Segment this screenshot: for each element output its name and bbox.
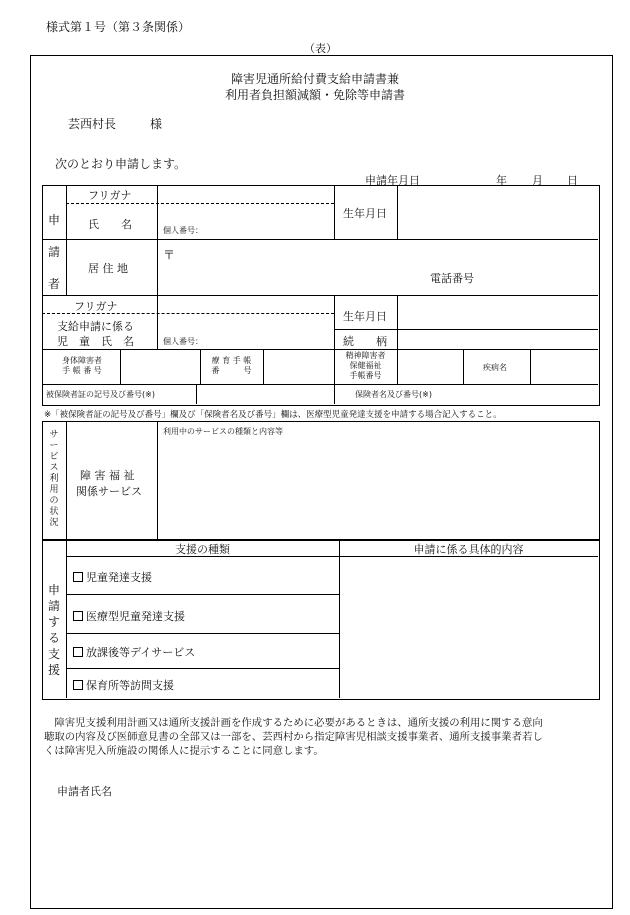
option-medical-child-development[interactable]: 医療型児童発達支援 bbox=[73, 608, 185, 624]
col-divider bbox=[339, 539, 340, 698]
application-date-label: 申請年月日 bbox=[365, 174, 420, 187]
insurance-card-label: 被保険者証の記号及び番号(※) bbox=[46, 390, 155, 399]
date-month-label: 月 bbox=[532, 174, 543, 187]
child-label-line1: 支給申請に係る bbox=[57, 320, 134, 333]
support-detail-header: 申請に係る具体的内容 bbox=[413, 543, 524, 556]
col-divider bbox=[66, 539, 67, 698]
applicant-address-label: 居 住 地 bbox=[88, 262, 128, 275]
col-divider bbox=[334, 185, 335, 239]
row-divider bbox=[42, 239, 598, 240]
service-content-header: 利用中のサービスの種類と内容等 bbox=[163, 427, 283, 436]
col-divider bbox=[157, 421, 158, 539]
form-title-line1: 障害児通所給付費支給申請書兼 bbox=[230, 72, 399, 86]
consent-line2: 聴取の内容及び医師意見書の全部又は一部を、芸西村から指定障害児相談支援事業者、通所支援事業者若し bbox=[44, 731, 543, 743]
service-category-line1: 障 害 福 祉 bbox=[80, 469, 135, 482]
date-year-label: 年 bbox=[496, 174, 507, 187]
support-type-header: 支援の種類 bbox=[175, 543, 230, 556]
child-relationship-label: 続 柄 bbox=[343, 335, 387, 348]
honorific: 様 bbox=[150, 117, 163, 131]
date-day-label: 日 bbox=[567, 174, 578, 187]
row-divider bbox=[66, 668, 339, 669]
row-divider bbox=[334, 329, 598, 330]
form-title-line2: 利用者負担額減額・免除等申請書 bbox=[224, 88, 405, 102]
intro-text: 次のとおり申請します。 bbox=[55, 157, 187, 171]
consent-line1: 障害児支援利用計画又は通所支援計画を作成するために必要があるときは、通所支援の利用に関する意向 bbox=[44, 717, 543, 729]
insurance-note: ※「被保険者証の記号及び番号」欄及び「保険者名及び番号」欄は、医療型児童発達支援を申請する場合記入すること。 bbox=[44, 410, 502, 420]
support-section-label: 申 請 す る 支 援 bbox=[47, 583, 60, 677]
row-divider bbox=[42, 349, 598, 350]
consent-line3: くは障害児入所施設の関係人に提示することに同意します。 bbox=[44, 745, 324, 757]
child-personal-number-label: 個人番号： bbox=[163, 337, 203, 346]
option-nursery-visit-support[interactable]: 保育所等訪問支援 bbox=[73, 677, 174, 693]
option-after-school-day-service[interactable]: 放課後等デイサービス bbox=[73, 644, 195, 660]
col-divider bbox=[66, 421, 67, 539]
rehab-handbook-label: 療 育 手 帳 番 号 bbox=[211, 356, 252, 375]
applicant-section-label: 申 請 者 bbox=[47, 213, 60, 291]
col-divider bbox=[334, 295, 335, 404]
col-divider bbox=[397, 185, 398, 239]
checkbox[interactable] bbox=[73, 572, 83, 582]
col-divider bbox=[66, 185, 67, 295]
applicant-furigana-label: フリガナ bbox=[88, 189, 132, 202]
applicant-name-label: 氏 名 bbox=[88, 218, 132, 231]
col-divider bbox=[263, 349, 264, 384]
col-divider bbox=[463, 349, 464, 384]
phone-label: 電話番号 bbox=[430, 272, 474, 285]
row-divider bbox=[66, 594, 339, 595]
furigana-divider bbox=[66, 203, 334, 204]
addressee: 芸西村長 bbox=[68, 117, 117, 131]
row-divider bbox=[42, 295, 598, 296]
child-birthdate-label: 生年月日 bbox=[343, 310, 387, 323]
col-divider bbox=[120, 349, 121, 384]
col-divider bbox=[530, 349, 531, 384]
option-child-development[interactable]: 児童発達支援 bbox=[73, 569, 152, 585]
checkbox[interactable] bbox=[73, 647, 83, 657]
row-divider bbox=[66, 633, 339, 634]
col-divider bbox=[157, 185, 158, 349]
disease-label: 疾病名 bbox=[483, 363, 507, 372]
child-furigana-label: フリガナ bbox=[74, 300, 118, 313]
applicant-birthdate-label: 生年月日 bbox=[343, 207, 387, 220]
row-divider bbox=[42, 384, 598, 385]
physical-handbook-label: 身体障害者 手 帳 番 号 bbox=[62, 356, 102, 375]
col-divider bbox=[196, 384, 197, 404]
mental-handbook-label: 精神障害者 保健福祉 手帳番号 bbox=[345, 351, 386, 380]
child-label-line2: 児 童 氏 名 bbox=[57, 335, 134, 348]
applicant-personal-number-label: 個人番号： bbox=[163, 226, 203, 235]
col-divider bbox=[397, 295, 398, 384]
checkbox[interactable] bbox=[73, 680, 83, 690]
insurer-label: 保険者名及び番号(※) bbox=[355, 390, 432, 399]
service-status-section-label: サ ー ビ ス 利 用 の 状 況 bbox=[49, 430, 59, 528]
form-number: 様式第１号（第３条関係） bbox=[46, 20, 191, 34]
postal-mark: 〒 bbox=[163, 248, 176, 262]
service-category-line2: 関係サービス bbox=[76, 485, 142, 498]
front-label: （表） bbox=[304, 42, 337, 55]
checkbox[interactable] bbox=[73, 611, 83, 621]
signature-label: 申請者氏名 bbox=[57, 785, 112, 798]
